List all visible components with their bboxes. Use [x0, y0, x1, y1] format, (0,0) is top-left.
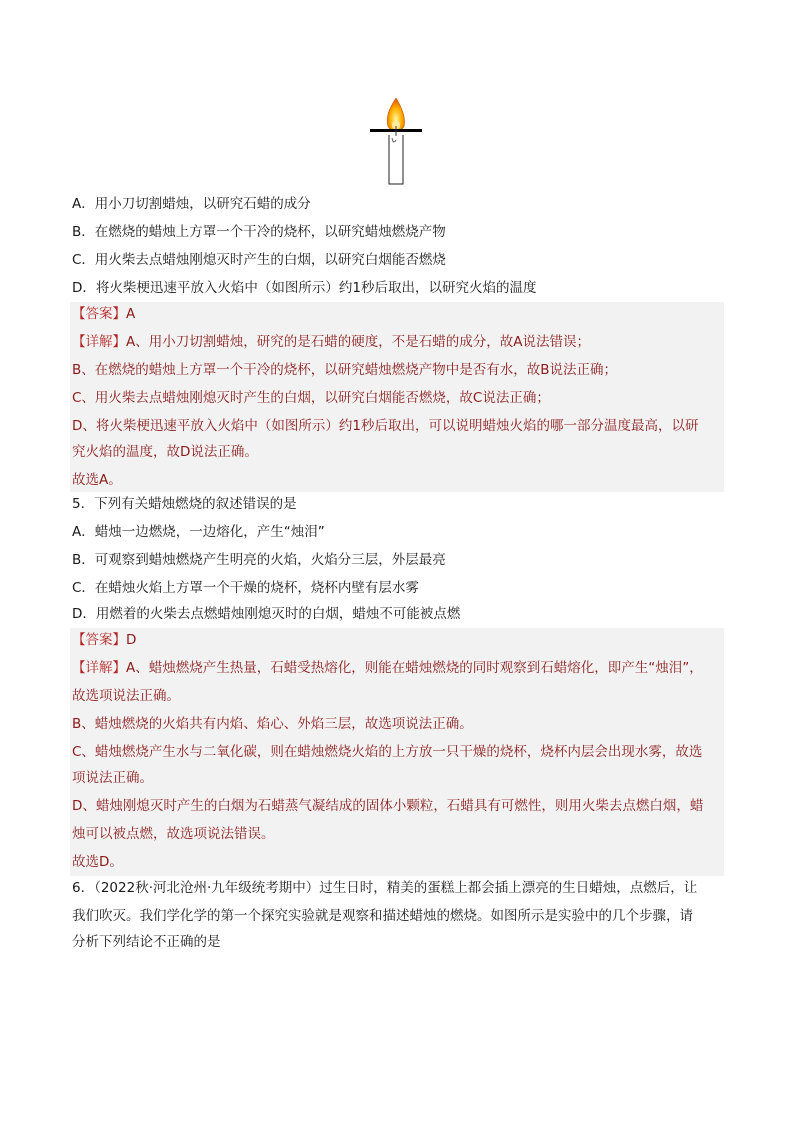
q5-detail-line: 烛可以被点燃，故选项说法错误。 [72, 826, 275, 842]
answer-label: 【答案】 [72, 632, 126, 648]
q5-option-a: A．蜡烛一边燃烧，一边熔化，产生“烛泪” [72, 524, 325, 540]
q5-answer [72, 630, 136, 650]
q4-detail-line: B、在燃烧的蜡烛上方罩一个干冷的烧杯，以研究蜡烛燃烧产物中是否有水，故B说法正确； [72, 362, 618, 378]
candle-matchstick-figure [368, 96, 424, 188]
q5-stem: 5．下列有关蜡烛燃烧的叙述错误的是 [72, 496, 297, 512]
q4-detail-line: 究火焰的温度，故D说法正确。 [72, 444, 258, 460]
q5-detail-line: 项说法正确。 [72, 770, 153, 786]
q4-option-b: B．在燃烧的蜡烛上方罩一个干冷的烧杯，以研究蜡烛燃烧产物 [72, 224, 446, 240]
q4-option-a: A．用小刀切割蜡烛，以研究石蜡的成分 [72, 196, 311, 212]
q5-detail-line: D、蜡烛刚熄灭时产生的白烟为石蜡蒸气凝结成的固体小颗粒，石蜡具有可燃性，则用火柴去点燃白烟，蜡 [72, 798, 704, 814]
q5-detail-line: 故选项说法正确。 [72, 688, 180, 704]
answer-value: D [126, 632, 137, 648]
answer-value: A [126, 306, 136, 322]
detail-label: 【详解】 [72, 660, 126, 676]
q5-option-c: C．在蜡烛火焰上方罩一个干燥的烧杯，烧杯内壁有层水雾 [72, 580, 419, 596]
candle-icon [389, 135, 403, 184]
q4-detail-line: C、用火柴去点蜡烛刚熄灭时产生的白烟，以研究白烟能否燃烧，故C说法正确； [72, 390, 550, 406]
q4-answer [72, 304, 135, 324]
answer-label: 【答案】 [72, 306, 126, 322]
q5-answer-block [70, 628, 724, 876]
q5-option-d: D．用燃着的火柴去点燃蜡烛刚熄灭时的白烟，蜡烛不可能被点燃 [72, 606, 461, 622]
q5-detail-line: 【详解】A、蜡烛燃烧产生热量，石蜡受热熔化，则能在蜡烛燃烧的同时观察到石蜡熔化，即产生“烛泪”， [72, 660, 703, 676]
q4-conclusion: 故选A。 [72, 472, 122, 488]
q5-detail-line: C、蜡烛燃烧产生水与二氧化碳，则在蜡烛燃烧火焰的上方放一只干燥的烧杯，烧杯内层会出现水雾，故选 [72, 744, 703, 760]
q5-option-b: B．可观察到蜡烛燃烧产生明亮的火焰，火焰分三层，外层最亮 [72, 552, 446, 568]
q4-detail-line: 【详解】A、用小刀切割蜡烛，研究的是石蜡的硬度，不是石蜡的成分，故A说法错误； [72, 334, 590, 350]
q4-option-c: C．用火柴去点蜡烛刚熄灭时产生的白烟，以研究白烟能否燃烧 [72, 252, 446, 268]
detail-label: 【详解】 [72, 334, 126, 350]
q6-stem-line: 6．（2022秋·河北沧州·九年级统考期中）过生日时，精美的蛋糕上都会插上漂亮的生日蜡烛，点燃后，让 [72, 880, 698, 896]
q6-stem-line: 分析下列结论不正确的是 [72, 934, 221, 950]
q4-answer-block [70, 302, 724, 492]
q5-conclusion: 故选D。 [72, 854, 123, 870]
q6-stem-line: 我们吹灭。我们学化学的第一个探究实验就是观察和描述蜡烛的燃烧。如图所示是实验中的几个步骤，请 [72, 908, 693, 924]
q4-detail-line: D、将火柴梗迅速平放入火焰中（如图所示）约1秒后取出，可以说明蜡烛火焰的哪一部分温度最高，以研 [72, 418, 699, 434]
q4-option-d: D．将火柴梗迅速平放入火焰中（如图所示）约1秒后取出，以研究火焰的温度 [72, 280, 537, 296]
q5-detail-line: B、蜡烛燃烧的火焰共有内焰、焰心、外焰三层，故选项说法正确。 [72, 716, 473, 732]
